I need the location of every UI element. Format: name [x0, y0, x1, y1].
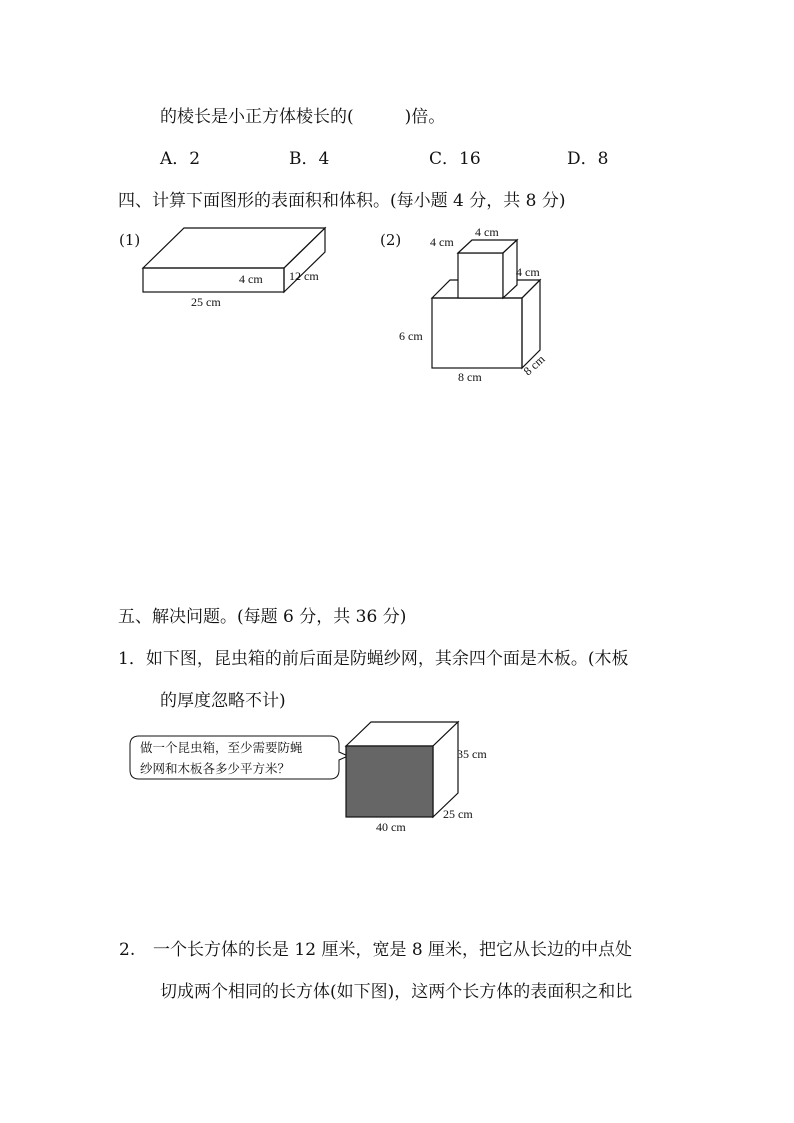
option-b: B．4	[289, 149, 330, 169]
section5-heading: 五、解决问题。(每题 6 分，共 36 分)	[118, 607, 407, 627]
box-front-mesh	[346, 746, 433, 817]
box-length-label: 40 cm	[376, 820, 406, 834]
box-height-label: 35 cm	[457, 747, 487, 761]
fig1-label: (1)	[119, 231, 141, 249]
box-depth-label: 25 cm	[443, 807, 473, 821]
fig1-height-label: 4 cm	[239, 272, 263, 286]
option-c: C．16	[429, 149, 481, 169]
q1-line2: 的厚度忽略不计)	[160, 691, 286, 711]
prev-question-line: 的棱长是小正方体棱长的( )倍。	[160, 107, 446, 127]
fig2-label: (2)	[380, 231, 402, 249]
fig1-width-label: 12 cm	[289, 269, 319, 283]
option-a: A．2	[160, 149, 201, 169]
q1-line1: 1．如下图，昆虫箱的前后面是防蝇纱网，其余四个面是木板。(木板	[118, 649, 629, 669]
section4-heading: 四、计算下面图形的表面积和体积。(每小题 4 分，共 8 分)	[118, 191, 566, 211]
fig2-big-height-label: 6 cm	[399, 329, 423, 343]
fig2-small-left-label: 4 cm	[430, 235, 454, 249]
option-d: D．8	[567, 149, 609, 169]
fig2-big-depth-label: 8 cm	[520, 351, 548, 379]
q2-line2: 切成两个相同的长方体(如下图)，这两个长方体的表面积之和比	[160, 982, 633, 1002]
fig2-big-length-label: 8 cm	[458, 370, 482, 384]
fig1-length-label: 25 cm	[191, 295, 221, 309]
bubble-line1: 做一个昆虫箱，至少需要防蝇	[140, 740, 303, 755]
fig2-small-top-label: 4 cm	[475, 225, 499, 239]
fig2-small-right-label: 4 cm	[516, 265, 540, 279]
q2-number: 2.	[119, 940, 136, 960]
q2-line1: 一个长方体的长是 12 厘米，宽是 8 厘米，把它从长边的中点处	[153, 940, 633, 960]
bubble-line2: 纱网和木板各多少平方米？	[140, 761, 291, 776]
